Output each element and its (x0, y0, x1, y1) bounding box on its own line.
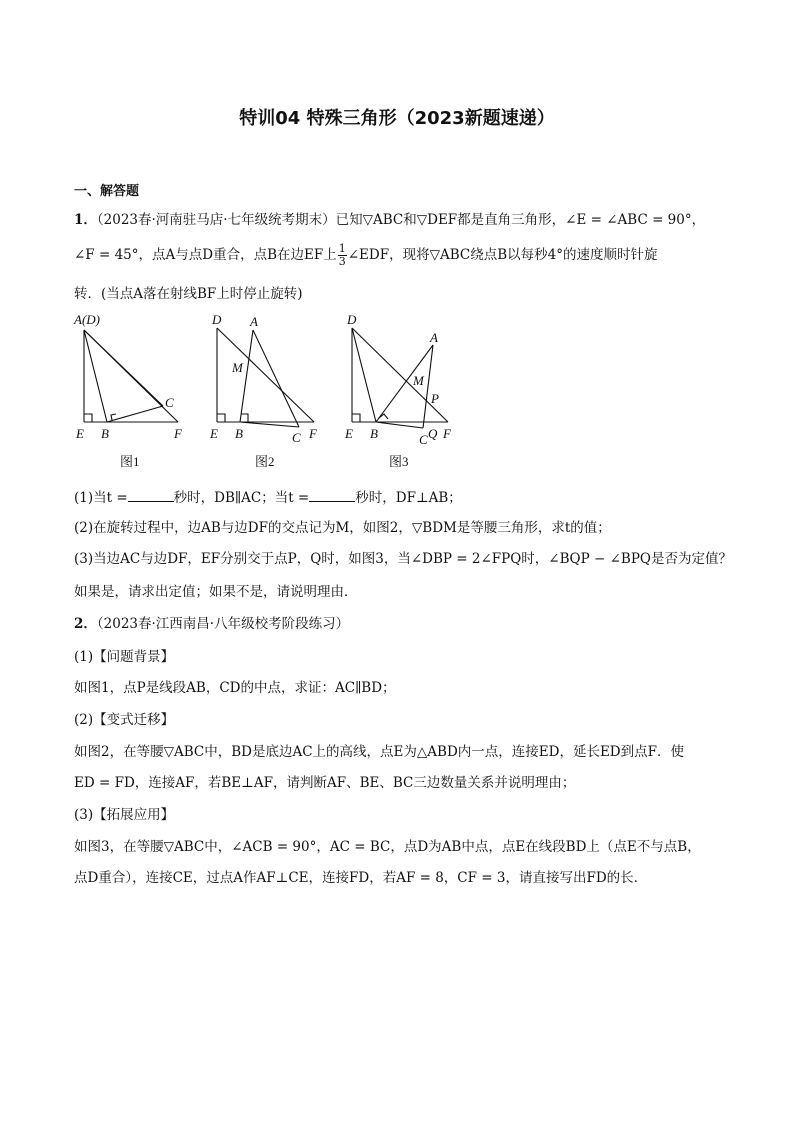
fig2-caption: 图2 (255, 454, 275, 469)
q1-part-1c: 秒时，DF⊥AB； (355, 490, 462, 506)
fig3-label-A: A (430, 330, 438, 345)
fraction-numerator: 1 (338, 242, 346, 255)
fig1-label-A: A(D) (74, 312, 100, 327)
fig3-label-C: C (419, 432, 428, 447)
q2-sub-3-text-a: 如图3，在等腰▽ABC中，∠ACB = 90°，AC = BC，点D为AB中点，点E在线段BD上（点E不与点B， (74, 839, 701, 855)
section-heading: 一、解答题 (74, 184, 140, 199)
figures-q1 (0, 300, 794, 480)
q1-part-3a: (3)当边AC与边DF，EF分别交于点P，Q时，如图3，当∠DBP = 2∠FPQ时，∠BQP − ∠BPQ是否为定值？ (74, 551, 732, 567)
figure-2 (217, 328, 314, 427)
fig3-caption: 图3 (389, 454, 409, 469)
fig3-label-D: D (347, 312, 357, 327)
q2-sub-3-text-b: 点D重合），连接CE，过点A作AF⊥CE，连接FD，若AF = 8，CF = 3，请直接写出FD的长． (74, 870, 648, 886)
fraction-denominator: 3 (338, 255, 346, 268)
fig2-label-B: B (235, 426, 243, 441)
fig2-label-A: A (250, 314, 258, 329)
page-title: 特训04 特殊三角形（2023新题速递） (239, 108, 555, 129)
q1-text-2b: ∠EDF，现将▽ABC绕点B以每秒4°的速度顺时针旋 (347, 247, 658, 263)
fig2-label-F: F (309, 426, 317, 441)
figure-1 (84, 330, 178, 422)
fig3-label-E: E (345, 426, 353, 441)
fig2-label-M: M (232, 360, 243, 375)
q1-text-2a: ∠F = 45°，点A与点D重合，点B在边EF上 (74, 247, 337, 263)
fig1-label-E: E (76, 426, 84, 441)
q1-line-2 (74, 243, 657, 268)
fig2-label-D: D (212, 312, 222, 327)
q1-part-1b: 秒时，DB∥AC；当t = (173, 490, 310, 506)
q2-sub-3-heading: (3)【拓展应用】 (74, 807, 175, 823)
fig3-label-B: B (370, 426, 378, 441)
answer-blank-2 (309, 489, 355, 502)
q1-part-3b: 如果是，请求出定值；如果不是，请说明理由． (74, 584, 358, 600)
q2-sub-2-text-b: ED = FD，连接AF，若BE⊥AF，请判断AF、BE、BC三边数量关系并说明理由； (74, 775, 576, 791)
q1-part-1 (74, 486, 462, 506)
q1-text-3: 转．(当点A落在射线BF上时停止旋转) (74, 286, 303, 302)
fig1-label-C: C (165, 395, 174, 410)
q1-part-2: (2)在旋转过程中，边AB与边DF的交点记为M，如图2，▽BDM是等腰三角形，求t的值； (74, 520, 611, 536)
fraction-one-third (338, 243, 347, 268)
q1-text-1: 已知▽ABC和▽DEF都是直角三角形，∠E = ∠ABC = 90°， (335, 212, 706, 228)
q2-source: （2023春·江西南昌·八年级校考阶段练习） (96, 616, 350, 632)
fig3-label-M: M (413, 373, 424, 388)
q1-line-1 (74, 208, 705, 228)
fig1-label-F: F (174, 426, 182, 441)
fig3-label-P: P (431, 391, 439, 406)
q2-sub-2-heading: (2)【变式迁移】 (74, 712, 175, 728)
fig3-label-Q: Q (428, 426, 438, 441)
fig2-label-C: C (292, 430, 301, 445)
answer-blank-1 (128, 489, 174, 502)
fig3-label-F: F (443, 426, 451, 441)
q1-number: 1． (74, 212, 97, 228)
fig2-label-E: E (210, 426, 218, 441)
q2-sub-1-heading: (1)【问题背景】 (74, 649, 175, 665)
q2-number: 2． (74, 616, 97, 632)
q1-part-1a: (1)当t = (74, 490, 128, 506)
q1-source: （2023春·河南驻马店·七年级统考期末） (96, 212, 336, 228)
q2-sub-2-text-a: 如图2，在等腰▽ABC中，BD是底边AC上的高线，点E为△ABD内一点，连接ED，延长ED到点F．使 (74, 744, 684, 760)
q2-sub-1-text: 如图1，点P是线段AB，CD的中点，求证：AC∥BD； (74, 680, 396, 696)
fig1-label-B: B (101, 426, 109, 441)
fig1-caption: 图1 (120, 454, 140, 469)
q2-line-1 (74, 612, 349, 632)
